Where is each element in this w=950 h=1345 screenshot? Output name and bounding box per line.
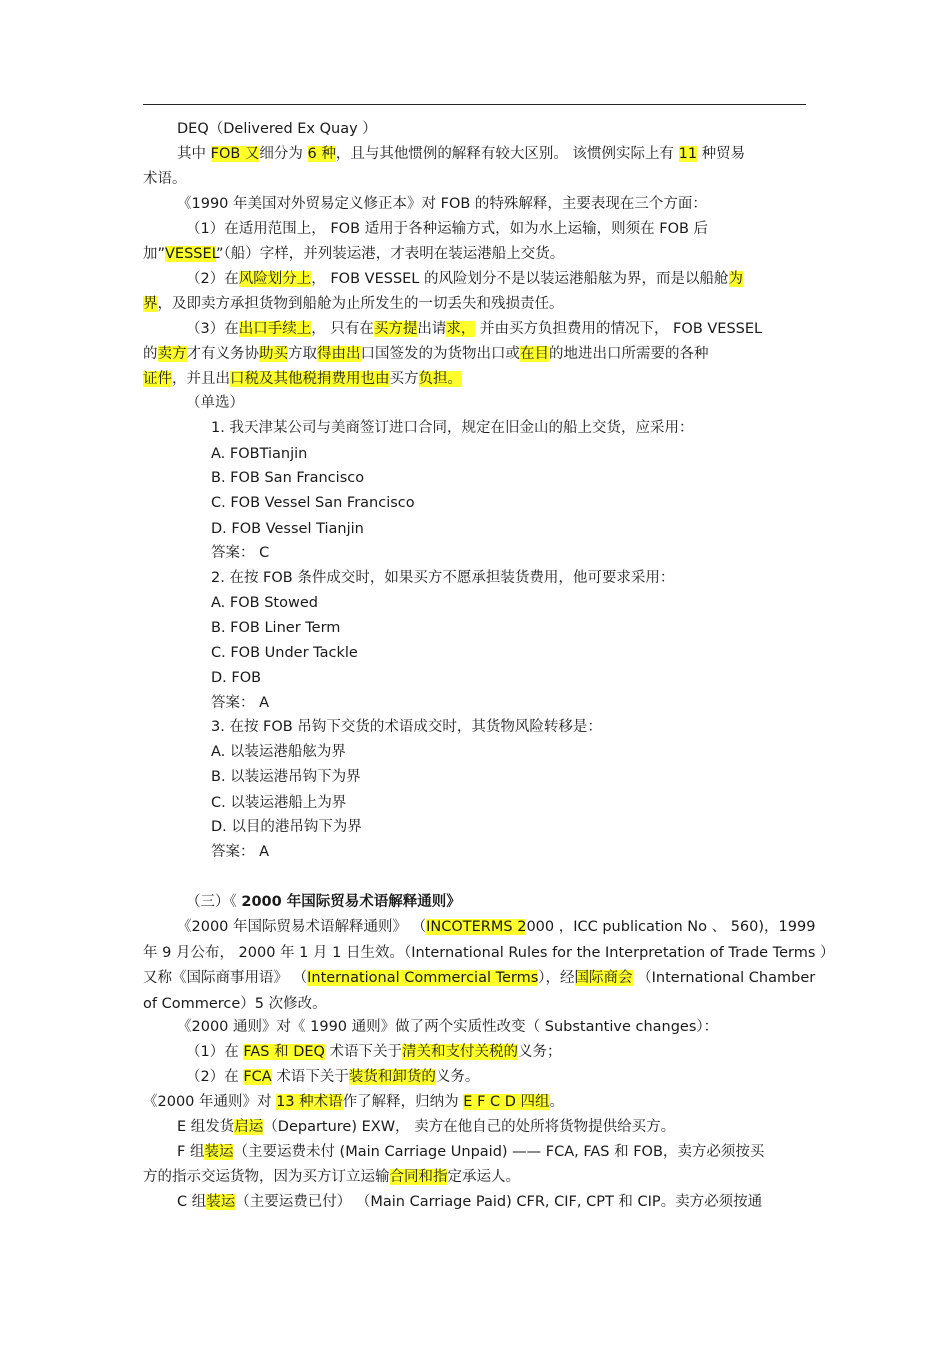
text-segment: D. FOB Vessel Tianjin	[211, 521, 364, 537]
text-segment: （2）在	[186, 1069, 244, 1085]
text-segment: 1. 我天津某公司与美商签订进口合同，规定在旧金山的船上交货，应采用：	[211, 420, 694, 436]
text-segment: 种贸易	[697, 146, 746, 162]
highlighted-text: 求，	[446, 321, 476, 337]
text-segment: 术语下关于	[324, 1044, 403, 1060]
text-segment: C. FOB Vessel San Francisco	[211, 495, 415, 511]
text-segment: ），经	[538, 970, 575, 986]
text-segment: 并由买方负担费用的情况下， FOB VESSEL	[475, 321, 763, 337]
highlighted-text: 11	[678, 146, 698, 162]
text-segment: ”（船）字样，并列装运港，才表明在装运港船上交货。	[215, 246, 565, 262]
text-segment: 其中	[177, 146, 211, 162]
highlighted-text: 装运	[206, 1194, 236, 1210]
text-segment: 的	[143, 346, 158, 362]
highlighted-text: 买方提	[373, 321, 418, 337]
text-segment: 。	[549, 1094, 565, 1110]
text-segment: 口国签发的为货物出口或	[360, 346, 520, 362]
text-segment: 《1990 年美国对外贸易定义修正本》对 FOB 的特殊解释，主要表现在三个方面：	[177, 196, 707, 212]
text-line	[143, 968, 815, 988]
text-line	[186, 892, 461, 912]
highlighted-text: 助买	[259, 346, 288, 362]
highlighted-text: VESSEL	[165, 246, 216, 262]
text-segment: 方取	[288, 346, 317, 362]
text-line	[143, 294, 564, 314]
text-segment: ，且与其他惯例的解释有较大区别。 该惯例实际上有	[335, 146, 679, 162]
text-line	[186, 319, 762, 339]
text-line	[211, 593, 318, 613]
text-line	[143, 943, 835, 963]
text-segment: ，及即卖方承担货物到船舱为止所发生的一切丢失和残损责任。	[157, 296, 564, 312]
text-segment: B. FOB Liner Term	[211, 620, 341, 636]
text-segment: of Commerce）5 次修改。	[143, 996, 327, 1012]
text-segment: D. FOB	[211, 670, 262, 686]
text-line	[211, 767, 361, 787]
text-line	[211, 742, 346, 762]
highlighted-text: 装货和卸货的	[348, 1069, 436, 1085]
text-segment: （1）在	[186, 1044, 244, 1060]
text-segment: 术语。	[143, 171, 187, 187]
highlighted-text: 国际商会	[574, 970, 633, 986]
highlighted-text: 6 种	[307, 146, 336, 162]
text-segment: 的地进出口所需要的各种	[549, 346, 709, 362]
text-segment: 2000 年国际贸易术语解释通则》	[241, 894, 461, 910]
highlighted-text: 口税及其他税捐费用也由	[230, 371, 390, 387]
text-segment: 《2000 年通则》对	[143, 1094, 277, 1110]
text-line	[177, 119, 377, 139]
text-line	[211, 643, 358, 663]
highlighted-text: FAS 和 DEQ	[243, 1044, 325, 1060]
text-segment: （三）《	[186, 894, 242, 910]
text-line	[186, 1067, 479, 1087]
text-segment: 定承运人。	[447, 1169, 520, 1185]
text-line	[143, 994, 327, 1014]
highlighted-text: FCA	[243, 1069, 272, 1085]
text-segment: ，并且出	[172, 371, 230, 387]
highlighted-text: 装运	[204, 1144, 234, 1160]
highlighted-text: 出口手续上	[238, 321, 312, 337]
text-segment: （主要运费未付 (Main Carriage Unpaid) —— FCA, FAS 和 FOB，卖方必须按买	[233, 1144, 765, 1160]
text-segment: 000 ，ICC publication No 、 560)，1999	[526, 919, 816, 935]
text-line	[177, 1192, 762, 1212]
text-segment: 《2000 通则》对《 1990 通则》做了两个实质性改变（ Substantive changes）：	[177, 1019, 719, 1035]
text-segment: 答案： C	[211, 545, 270, 561]
text-segment: E 组发货	[177, 1119, 235, 1135]
text-segment: 3. 在按 FOB 吊钩下交货的术语成交时，其货物风险转移是：	[211, 719, 602, 735]
text-segment: 答案： A	[211, 844, 270, 860]
highlighted-text: FOB 又	[210, 146, 260, 162]
text-segment: ， 只有在	[311, 321, 374, 337]
text-segment: （1）在适用范围上， FOB 适用于各种运输方式，如为水上运输，则须在 FOB 后	[186, 221, 709, 237]
highlighted-text: 卖方	[157, 346, 187, 362]
text-line	[211, 418, 693, 438]
text-line	[211, 693, 269, 713]
text-segment: A. FOBTianjin	[211, 446, 308, 462]
text-line	[143, 1167, 520, 1187]
text-line	[211, 543, 269, 563]
text-segment: 加”	[143, 246, 166, 262]
highlighted-text: 清关和支付关税的	[402, 1044, 519, 1060]
highlighted-text: 风险划分上	[238, 271, 312, 287]
highlighted-text: 在目	[520, 346, 549, 362]
highlighted-text: 证件	[143, 371, 172, 387]
text-segment: 答案： A	[211, 695, 270, 711]
text-segment: 出请	[417, 321, 447, 337]
highlighted-text: 合同和指	[389, 1169, 448, 1185]
text-segment: 方的指示交运货物，因为买方订立运输	[143, 1169, 390, 1185]
text-segment: B. FOB San Francisco	[211, 470, 365, 486]
text-line	[211, 568, 674, 588]
text-line	[143, 1092, 564, 1112]
text-line	[211, 717, 602, 737]
text-segment: DEQ（Delivered Ex Quay ）	[177, 121, 377, 137]
text-segment: A. FOB Stowed	[211, 595, 318, 611]
text-line	[211, 817, 362, 837]
header-rule	[143, 104, 806, 105]
text-line	[177, 1117, 675, 1137]
text-line	[143, 244, 564, 264]
text-segment: （主要运费已付） （Main Carriage Paid) CFR, CIF, CPT 和 CIP。卖方必须按通	[235, 1194, 763, 1210]
text-segment: A. 以装运港船舷为界	[211, 744, 346, 760]
text-segment: 细分为	[259, 146, 308, 162]
highlighted-text: 负担。	[418, 371, 462, 387]
highlighted-text: 启运	[234, 1119, 264, 1135]
text-line	[177, 144, 745, 164]
text-line	[143, 369, 462, 389]
highlighted-text: International Commercial Terms	[307, 970, 539, 986]
text-segment: 又称《国际商事用语》 （	[143, 970, 308, 986]
text-segment: （单选）	[186, 395, 244, 411]
text-line	[211, 668, 261, 688]
text-line	[177, 1017, 718, 1037]
text-line	[211, 842, 269, 862]
text-segment: 才有义务协	[186, 346, 259, 362]
text-line	[211, 793, 346, 813]
text-segment: C 组	[177, 1194, 207, 1210]
text-line	[186, 269, 743, 289]
text-segment: B. 以装运港吊钩下为界	[211, 769, 361, 785]
highlighted-text: 为	[728, 271, 743, 287]
text-line	[211, 618, 340, 638]
text-segment: 买方	[389, 371, 419, 387]
text-line	[177, 917, 815, 937]
text-segment: F 组	[177, 1144, 205, 1160]
text-segment: C. 以装运港船上为界	[211, 795, 347, 811]
text-segment: 年 9 月公布， 2000 年 1 月 1 日生效。（International Rules for the Interpretation of Trade Terms ）	[143, 945, 835, 961]
highlighted-text: INCOTERMS 2	[426, 919, 527, 935]
text-line	[186, 393, 244, 413]
text-line	[143, 169, 187, 189]
text-line	[186, 219, 708, 239]
highlighted-text: 界	[143, 296, 158, 312]
text-segment: 作了解释，归纳为	[342, 1094, 464, 1110]
text-segment: （International Chamber	[632, 970, 816, 986]
text-segment: （3）在	[186, 321, 239, 337]
text-segment: 2. 在按 FOB 条件成交时，如果买方不愿承担装货费用，他可要求采用：	[211, 570, 675, 586]
highlighted-text: E F C D 四组	[463, 1094, 550, 1110]
text-line	[177, 194, 707, 214]
text-line	[211, 493, 415, 513]
highlighted-text: 13 种术语	[276, 1094, 343, 1110]
text-segment: 义务；	[518, 1044, 562, 1060]
text-line	[177, 1142, 764, 1162]
text-line	[143, 344, 709, 364]
text-segment: （2）在	[186, 271, 239, 287]
text-line	[186, 1042, 562, 1062]
text-segment: C. FOB Under Tackle	[211, 645, 358, 661]
text-line	[211, 519, 364, 539]
text-line	[211, 468, 364, 488]
highlighted-text: 得由出	[317, 346, 361, 362]
text-segment: ， FOB VESSEL 的风险划分不是以装运港船舷为界，而是以船舱	[311, 271, 729, 287]
text-segment: D. 以目的港吊钩下为界	[211, 819, 362, 835]
text-segment: 术语下关于	[271, 1069, 349, 1085]
text-segment: （Departure) EXW， 卖方在他自己的处所将货物提供给买方。	[263, 1119, 676, 1135]
text-line	[211, 444, 307, 464]
text-segment: 义务。	[435, 1069, 480, 1085]
text-segment: 《2000 年国际贸易术语解释通则》 （	[177, 919, 427, 935]
